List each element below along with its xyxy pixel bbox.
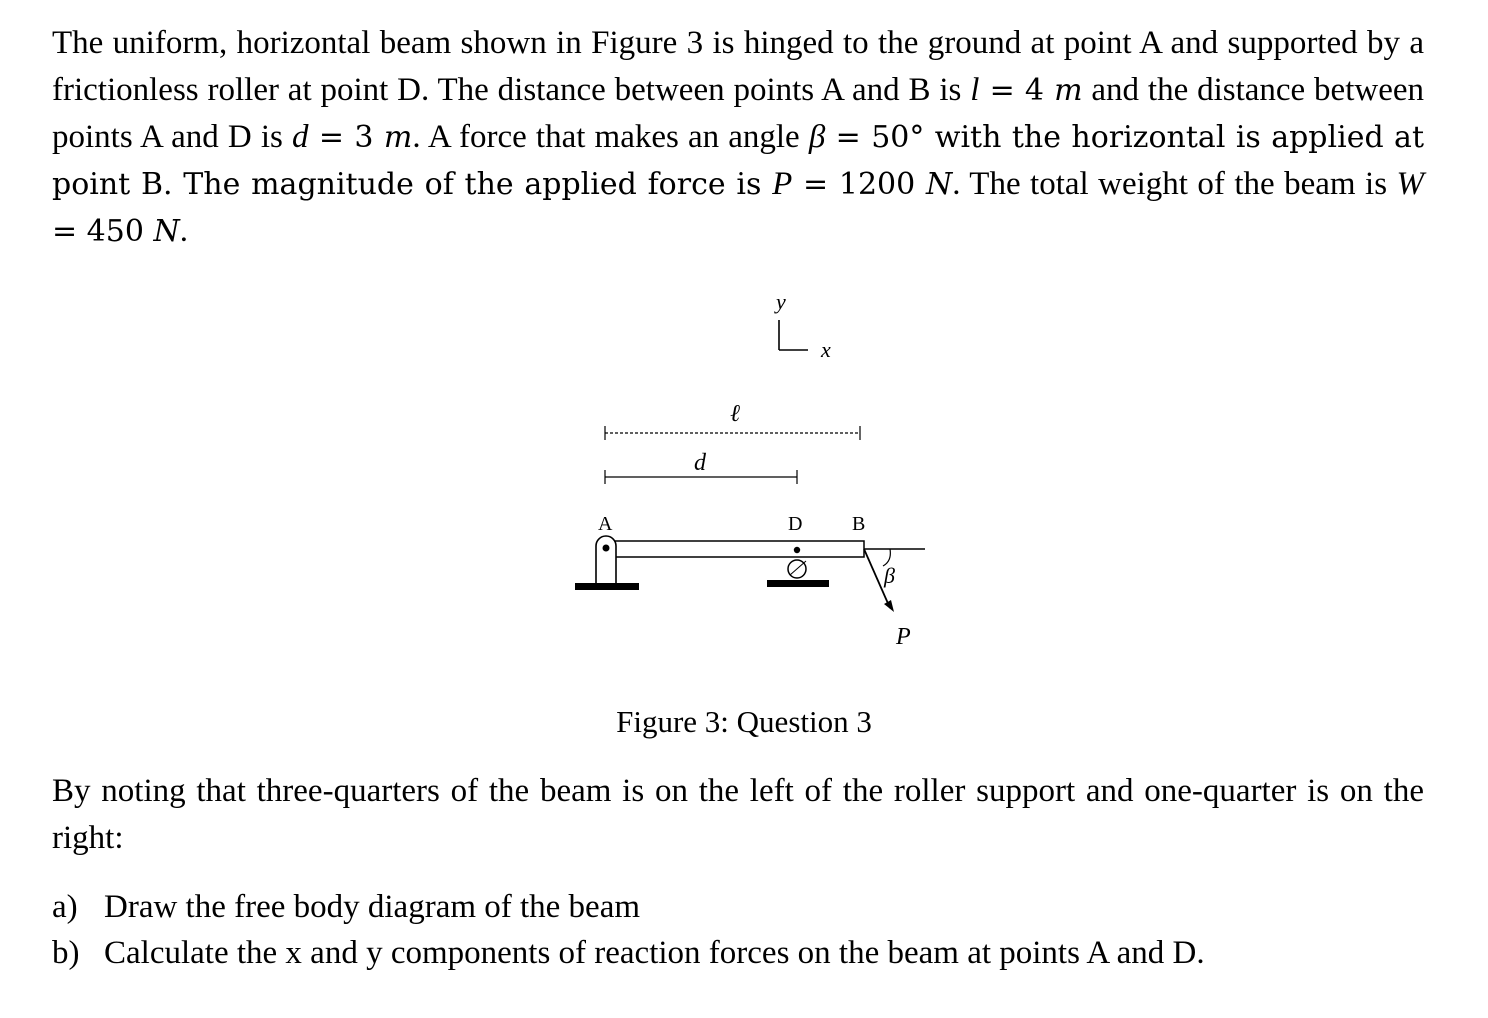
force-p-label: P bbox=[896, 624, 911, 650]
angle-symbol: β bbox=[808, 119, 826, 155]
weight-symbol: W bbox=[1396, 166, 1424, 202]
angle-beta-label: β bbox=[884, 563, 895, 588]
figure-caption: Figure 3: Question 3 bbox=[616, 704, 872, 739]
list-item bbox=[52, 884, 1452, 930]
axis-y-label: y bbox=[776, 289, 786, 314]
dimension-line-l bbox=[605, 426, 860, 440]
problem-statement: The uniform, horizontal beam shown in Figure 3 is hinged to the ground at point A and supported by a frictionless roller at point D. The distance between points A and B is l = 4 m and the distance between points A and D is d = 3 m. A force that makes an angle β = 50° with the horizontal is applied at point B. The magnitude of the applied force is P = 1200 N. The total weight of the beam is W = 450 N. bbox=[52, 25, 1424, 249]
list-item-text: Calculate the x and y components of reaction forces on the beam at points A and D. bbox=[104, 935, 1205, 971]
distance-symbol: d bbox=[291, 119, 309, 155]
point-b-label: B bbox=[852, 513, 866, 535]
dimension-l-label: ℓ bbox=[730, 401, 740, 427]
point-d-label: D bbox=[788, 513, 803, 535]
list-item-label: a) bbox=[52, 889, 78, 925]
list-item-text: Draw the free body diagram of the beam bbox=[104, 889, 641, 925]
list-item-label: b) bbox=[52, 935, 80, 971]
force-symbol: P bbox=[772, 166, 793, 202]
axis-x-label: x bbox=[821, 337, 831, 362]
task-list bbox=[52, 884, 1452, 976]
length-symbol: l bbox=[970, 72, 980, 108]
dimension-d-label: d bbox=[694, 450, 706, 476]
list-item bbox=[52, 930, 1452, 976]
axes-icon bbox=[779, 320, 808, 350]
point-a-label: A bbox=[598, 513, 613, 535]
question-text: By noting that three-quarters of the beam is on the left of the roller support and one-quarter is on the right: bbox=[52, 773, 1424, 856]
beam bbox=[605, 541, 864, 557]
